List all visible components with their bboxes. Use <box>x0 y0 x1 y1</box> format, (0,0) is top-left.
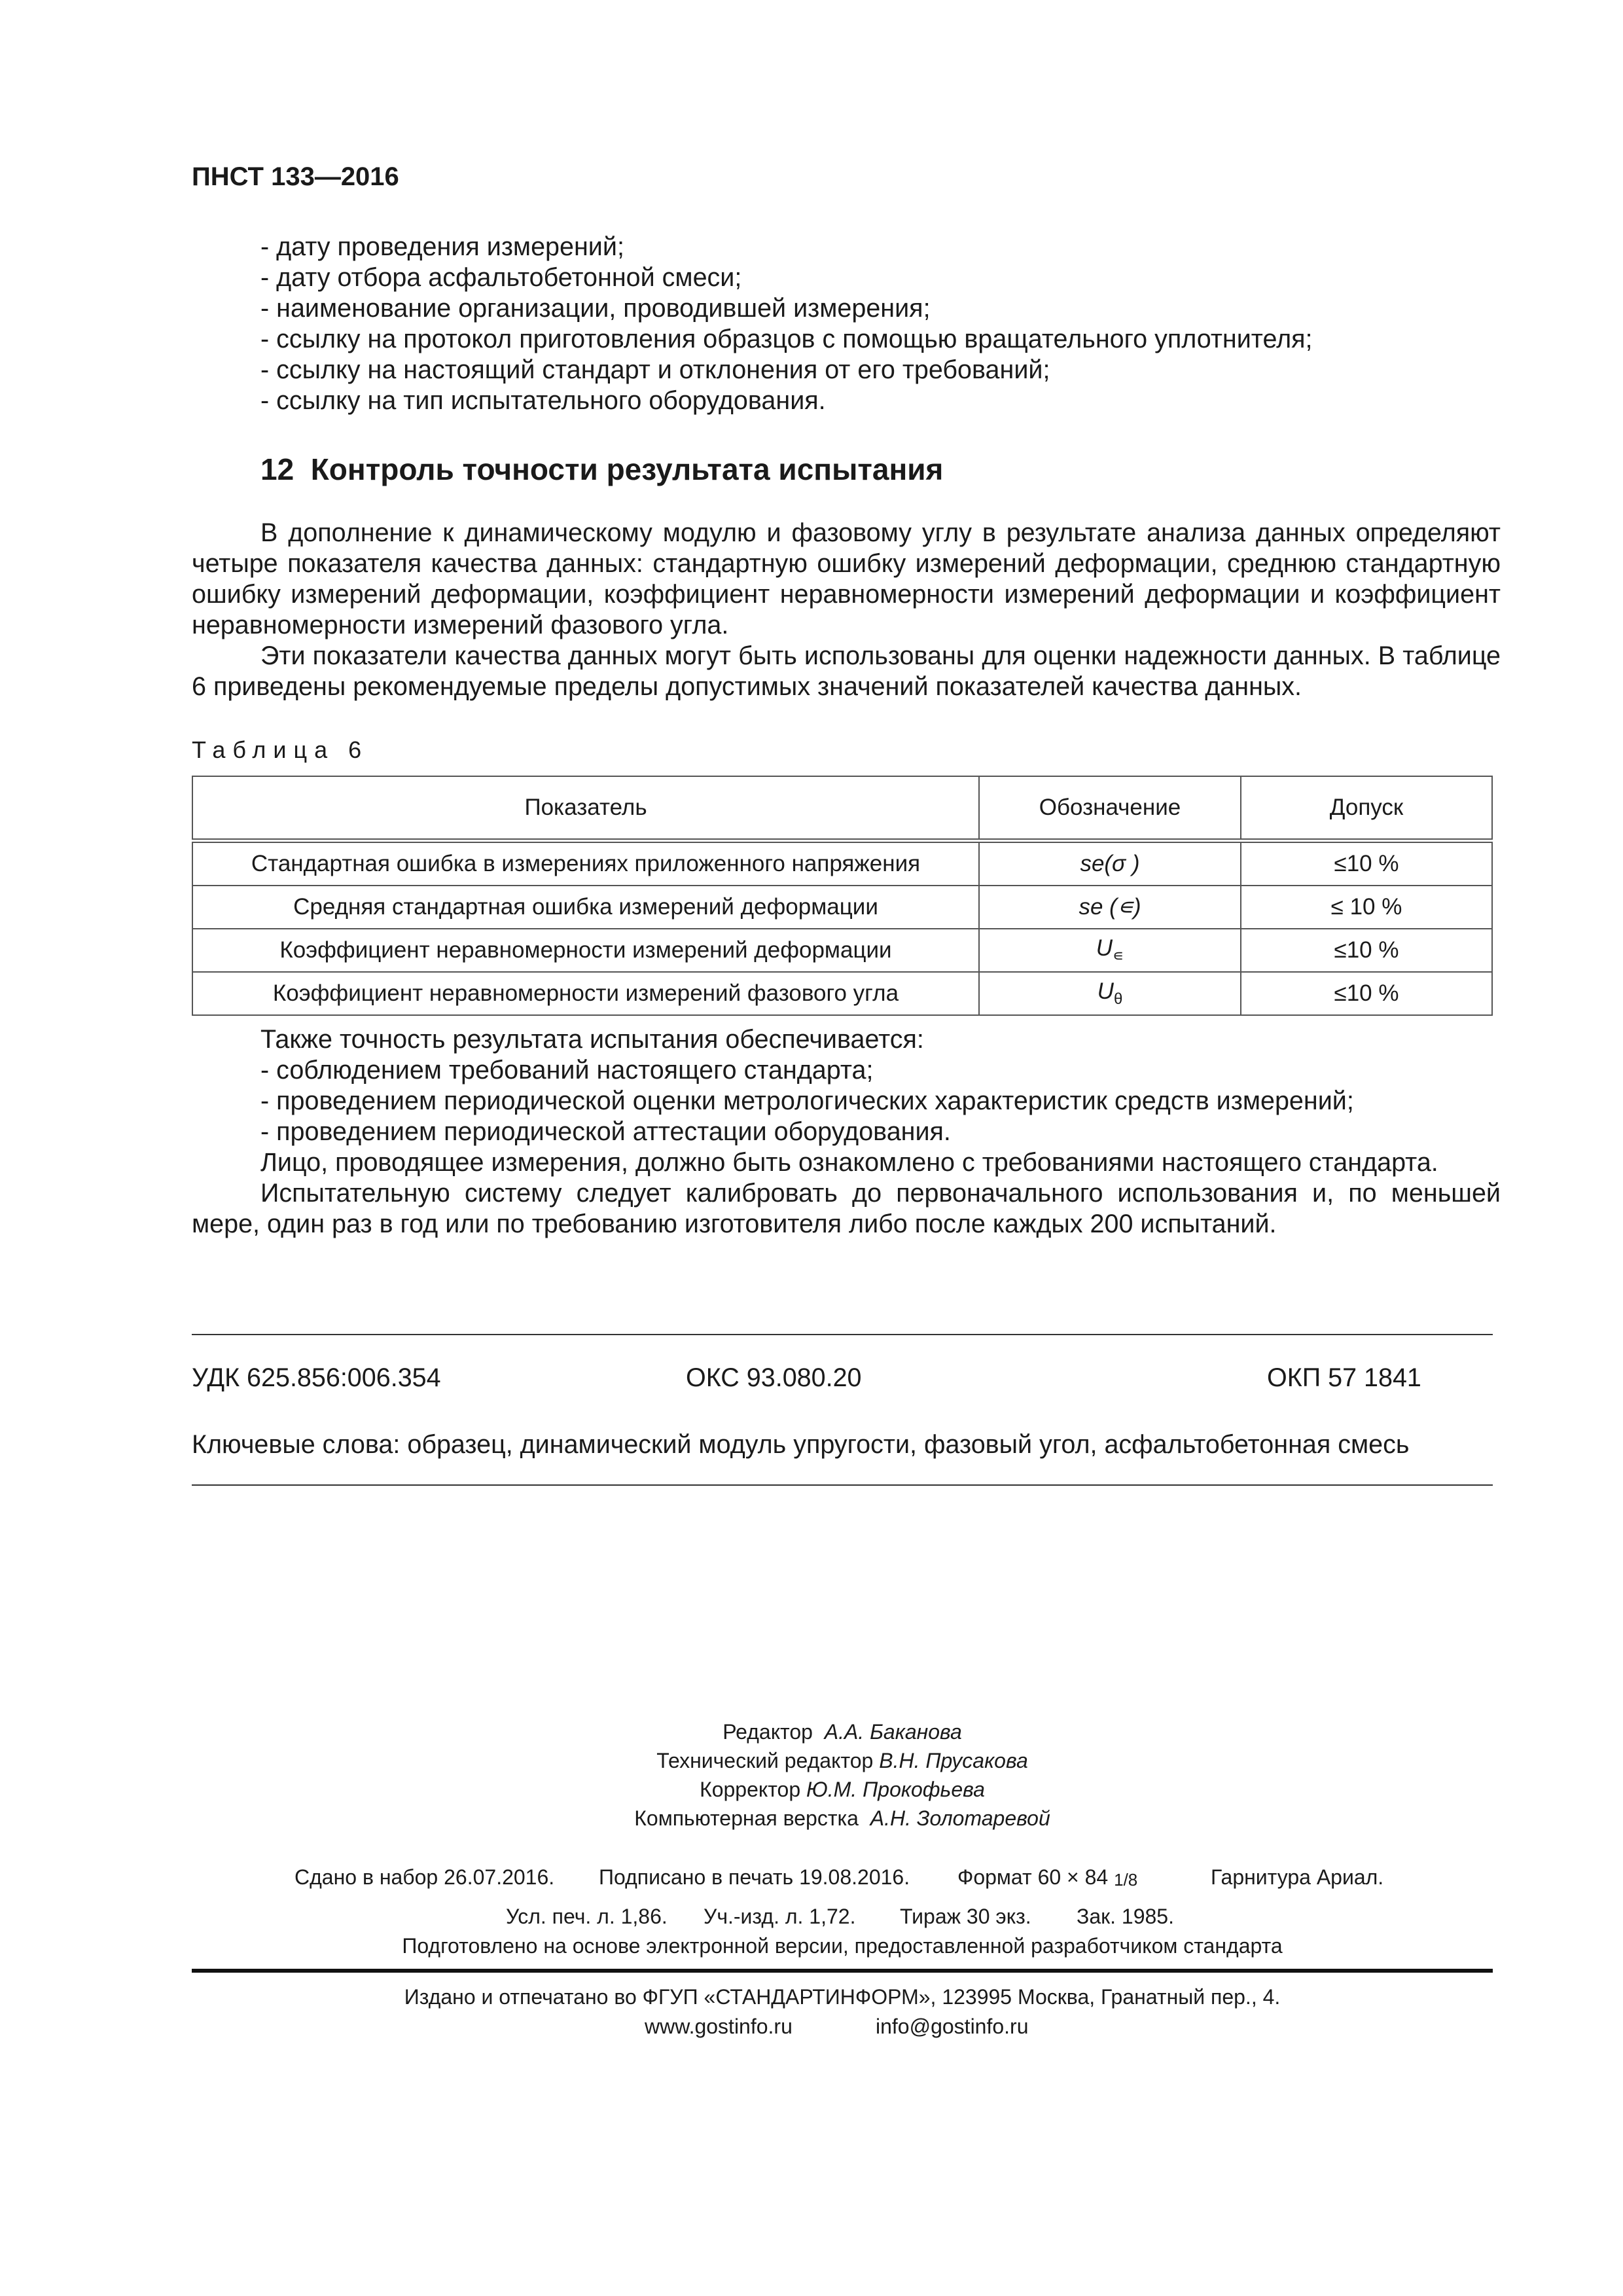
udk-code: УДК 625.856:006.354 <box>192 1363 441 1392</box>
order-number: Зак. 1985. <box>1077 1905 1174 1928</box>
cell-tolerance: ≤10 % <box>1241 972 1492 1015</box>
cell-tolerance: ≤10 % <box>1241 929 1492 972</box>
layout-name: А.Н. Золотаревой <box>870 1806 1050 1830</box>
cell-indicator: Стандартная ошибка в измерениях приложенного напряжения <box>192 841 979 886</box>
publisher-info: Издано и отпечатано во ФГУП «СТАНДАРТИНФОРМ», 123995 Москва, Гранатный пер., 4. <box>404 1985 1281 2009</box>
list-item: - дату отбора асфальтобетонной смеси; <box>260 263 742 292</box>
list-item: - проведением периодической аттестации оборудования. <box>260 1117 951 1146</box>
list-item: - дату проведения измерений; <box>260 232 624 261</box>
section-number: 12 <box>260 452 294 486</box>
paragraph: Испытательную систему следует калибровать до первоначального использования и, по меньшей мере, один раз в год или по требованию изготовителя либо после каждых 200 испытаний. <box>192 1179 1501 1238</box>
typeface-info: Гарнитура Ариал. <box>1211 1865 1384 1889</box>
email-link[interactable]: info@gostinfo.ru <box>876 2015 1029 2038</box>
layout-role: Компьютерная верстка <box>634 1806 859 1830</box>
layout-line <box>192 1806 1493 1831</box>
paragraph: Лицо, проводящее измерения, должно быть ознакомлено с требованиями настоящего стандарта. <box>260 1148 1438 1177</box>
prepared-note: Подготовлено на основе электронной версии, предоставленной разработчиком стандарта <box>402 1934 1283 1958</box>
table-caption: Таблица 6 <box>192 736 369 763</box>
editor-name: А.А. Баканова <box>824 1720 962 1744</box>
oks-code: ОКС 93.080.20 <box>686 1363 862 1392</box>
list-item: - ссылку на тип испытательного оборудования. <box>260 386 826 415</box>
editor-line <box>192 1720 1493 1744</box>
symbol-main: U <box>1097 978 1114 1004</box>
section-body <box>192 518 1501 702</box>
divider <box>192 1334 1493 1335</box>
cell-tolerance: ≤ 10 % <box>1241 886 1492 929</box>
table-header-row <box>192 776 1492 841</box>
print-run: Тираж 30 экз. <box>900 1905 1031 1928</box>
print-sheets: Усл. печ. л. 1,86. <box>506 1905 668 1928</box>
submitted-date: Сдано в набор 26.07.2016. <box>294 1865 555 1889</box>
cell-indicator: Коэффициент неравномерности измерений фазового угла <box>192 972 979 1015</box>
format-info <box>957 1865 1137 1890</box>
table-row <box>192 929 1492 972</box>
thick-divider <box>192 1969 1493 1973</box>
corrector-line <box>192 1778 1493 1802</box>
after-table-text <box>192 1024 1501 1240</box>
corrector-role: Корректор <box>700 1778 801 1801</box>
symbol-subscript: θ <box>1113 990 1123 1008</box>
list-item: - ссылку на протокол приготовления образцов с помощью вращательного уплотнителя; <box>260 325 1313 353</box>
table-row <box>192 972 1492 1015</box>
signed-date: Подписано в печать 19.08.2016. <box>599 1865 910 1889</box>
cell-symbol: se (∊) <box>979 886 1241 929</box>
table-row <box>192 886 1492 929</box>
symbol-main: U <box>1096 935 1113 961</box>
corrector-name: Ю.М. Прокофьева <box>806 1778 985 1801</box>
okp-code: ОКП 57 1841 <box>1267 1363 1421 1392</box>
website-link[interactable]: www.gostinfo.ru <box>645 2015 793 2038</box>
cell-indicator: Средняя стандартная ошибка измерений деформации <box>192 886 979 929</box>
table-row <box>192 841 1492 886</box>
section-heading <box>260 452 943 487</box>
tech-editor-role: Технический редактор <box>656 1749 874 1772</box>
cell-symbol <box>979 972 1241 1015</box>
pub-sheets: Уч.-изд. л. 1,72. <box>704 1905 856 1928</box>
cell-symbol <box>979 929 1241 972</box>
editor-role: Редактор <box>722 1720 813 1744</box>
divider <box>192 1484 1493 1486</box>
cell-tolerance: ≤10 % <box>1241 841 1492 886</box>
list-item: - наименование организации, проводившей измерения; <box>260 294 931 323</box>
cell-symbol: se(σ ) <box>979 841 1241 886</box>
header-indicator: Показатель <box>192 776 979 841</box>
section-title: Контроль точности результата испытания <box>310 452 944 486</box>
document-code: ПНСТ 133—2016 <box>192 162 399 191</box>
list-item: - ссылку на настоящий стандарт и отклонения от его требований; <box>260 355 1050 384</box>
format-prefix: Формат 60 × 84 <box>957 1865 1109 1889</box>
tech-editor-name: В.Н. Прусакова <box>879 1749 1028 1772</box>
lead-text: Также точность результата испытания обеспечивается: <box>260 1025 924 1054</box>
format-fraction: 1/8 <box>1114 1870 1138 1890</box>
header-symbol: Обозначение <box>979 776 1241 841</box>
cell-indicator: Коэффициент неравномерности измерений деформации <box>192 929 979 972</box>
header-tolerance: Допуск <box>1241 776 1492 841</box>
keywords: Ключевые слова: образец, динамический модуль упругости, фазовый угол, асфальтобетонная смесь <box>192 1430 1410 1459</box>
intro-list <box>260 232 1504 416</box>
list-item: - соблюдением требований настоящего стандарта; <box>260 1056 874 1085</box>
symbol-subscript: ∊ <box>1113 947 1124 965</box>
list-item: - проведением периодической оценки метрологических характеристик средств измерений; <box>260 1086 1354 1115</box>
tech-editor-line <box>192 1749 1493 1773</box>
paragraph: Эти показатели качества данных могут быть использованы для оценки надежности данных. В таблице 6 приведены рекомендуемые пределы допустимых значений показателей качества данных. <box>192 641 1501 701</box>
quality-table <box>192 776 1493 1016</box>
paragraph: В дополнение к динамическому модулю и фазовому углу в результате анализа данных определяют четыре показателя качества данных: стандартную ошибку измерений деформации, среднюю стандартную ошибку измерений деформации, коэффициент неравномерности измерений деформации и коэффициент неравномерности измерений фазового угла. <box>192 518 1501 639</box>
